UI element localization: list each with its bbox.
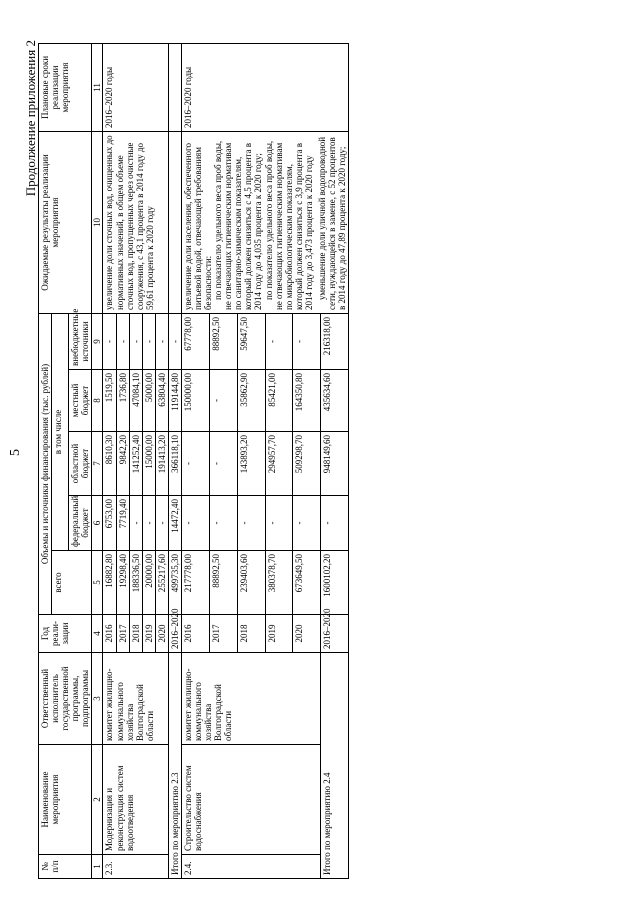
col-index: 1: [92, 855, 103, 879]
offbudget-cell: 59647,50: [237, 314, 265, 370]
offbudget-cell: -: [155, 314, 168, 370]
total-cell: 88892,50: [209, 551, 237, 615]
col-index: 2: [92, 745, 103, 855]
empty-cell: [168, 44, 181, 132]
total-cell: 188336,50: [129, 551, 142, 615]
financing-table: [38, 43, 349, 879]
col-index: 4: [92, 615, 103, 653]
header-executor: Ответственный исполнитель государственной программы, подпрограммы: [39, 653, 92, 745]
regional-cell: 948149,60: [321, 432, 349, 496]
offbudget-cell: 216318,00: [321, 314, 349, 370]
total-cell: 499735,30: [168, 551, 181, 615]
local-cell: 1519,50: [103, 370, 116, 432]
header-including: в том числе: [52, 314, 69, 551]
header-results: Ожидаемые результаты реализации мероприятия: [39, 132, 92, 314]
total-cell: 217778,00: [181, 551, 209, 615]
total-row: [168, 44, 181, 879]
federal-cell: -: [265, 496, 293, 551]
offbudget-cell: -: [129, 314, 142, 370]
total-label: Итого по мероприятию 2.3: [168, 653, 181, 879]
regional-cell: 143893,20: [237, 432, 265, 496]
col-index: 11: [92, 44, 103, 132]
header-num: № п/п: [39, 855, 92, 879]
col-index: 6: [92, 496, 103, 551]
table-row: [103, 44, 116, 879]
offbudget-cell: -: [103, 314, 116, 370]
offbudget-cell: 67778,00: [181, 314, 209, 370]
col-index: 7: [92, 432, 103, 496]
header-deadline: Плановые сроки реализации мероприятия: [39, 44, 92, 132]
local-cell: 150000,00: [181, 370, 209, 432]
regional-cell: 366118,10: [168, 432, 181, 496]
measure-result: увеличение доли сточных вод, очищенных до нормативных значений, в общем объеме сточных вод, пропущенных через очистные сооружения, с 43,1 процента в 2014 году до 59,61 процента к 2020 году: [103, 132, 168, 314]
measure-result: [181, 132, 348, 314]
regional-cell: 294957,70: [265, 432, 293, 496]
regional-cell: 191413,20: [155, 432, 168, 496]
local-cell: 119144,80: [168, 370, 181, 432]
offbudget-cell: 88892,50: [209, 314, 237, 370]
federal-cell: -: [237, 496, 265, 551]
total-label: Итого по мероприятию 2.4: [321, 653, 349, 879]
regional-cell: 8610,30: [103, 432, 116, 496]
local-cell: 63804,40: [155, 370, 168, 432]
header-financing: Объемы и источники финансирования (тыс. рублей): [39, 314, 52, 615]
regional-cell: 15000,00: [142, 432, 155, 496]
year-cell: 2016: [181, 615, 209, 653]
result-text: увеличение доли населения, обеспеченного питьевой водой, отвечающей требованиям безопасности:: [182, 143, 214, 310]
col-index: 5: [92, 551, 103, 615]
header-year: Год реали- зации: [39, 615, 92, 653]
regional-cell: -: [209, 432, 237, 496]
regional-cell: 9842,20: [116, 432, 129, 496]
measure-deadline: 2016–2020 годы: [181, 44, 348, 132]
regional-cell: 509298,70: [293, 432, 321, 496]
local-cell: 85421,00: [265, 370, 293, 432]
total-cell: 239403,60: [237, 551, 265, 615]
result-text: уменьшение доли уличной водопроводной сети, нуждающейся в замене, с 52 процентов в 2014 году до 47,89 процента к 2020 году;: [316, 136, 348, 310]
measure-executor: комитет жилищно-коммунального хозяйства Волгоградской области: [103, 653, 168, 745]
col-index: 3: [92, 653, 103, 745]
federal-cell: -: [181, 496, 209, 551]
measure-deadline: 2016–2020 годы: [103, 44, 168, 132]
offbudget-cell: -: [116, 314, 129, 370]
year-cell: 2018: [129, 615, 142, 653]
measure-executor: комитет жилищно-коммунального хозяйства Волгоградской области: [181, 653, 320, 745]
header-regional: областной бюджет: [69, 432, 92, 496]
continuation-title: Продолжение приложения 2: [23, 40, 38, 197]
federal-cell: 14472,40: [168, 496, 181, 551]
year-cell: 2017: [116, 615, 129, 653]
table-row: [181, 44, 209, 879]
total-cell: 673649,50: [293, 551, 321, 615]
total-years: 2016–2020: [168, 615, 181, 653]
year-cell: 2016: [103, 615, 116, 653]
header-federal: федеральный бюджет: [69, 496, 92, 551]
total-cell: 1600102,20: [321, 551, 349, 615]
year-cell: 2019: [265, 615, 293, 653]
offbudget-cell: -: [168, 314, 181, 370]
federal-cell: -: [155, 496, 168, 551]
federal-cell: 6753,00: [103, 496, 116, 551]
local-cell: 1736,80: [116, 370, 129, 432]
year-cell: 2019: [142, 615, 155, 653]
empty-cell: [168, 132, 181, 314]
offbudget-cell: -: [265, 314, 293, 370]
total-cell: 16882,80: [103, 551, 116, 615]
measure-number: 2.4.: [181, 855, 320, 879]
local-cell: 47084,10: [129, 370, 142, 432]
col-index: 10: [92, 132, 103, 314]
offbudget-cell: -: [142, 314, 155, 370]
federal-cell: -: [209, 496, 237, 551]
local-cell: 164350,80: [293, 370, 321, 432]
local-cell: -: [209, 370, 237, 432]
total-cell: 380378,70: [265, 551, 293, 615]
page-number: 5: [8, 449, 23, 456]
federal-cell: -: [321, 496, 349, 551]
year-cell: 2017: [209, 615, 237, 653]
header-offbudget: внебюджетные источники: [69, 314, 92, 370]
header-total: всего: [52, 551, 92, 615]
local-cell: 435634,60: [321, 370, 349, 432]
federal-cell: -: [142, 496, 155, 551]
measure-name: Модернизация и реконструкция систем водоотведения: [103, 745, 168, 855]
header-local: местный бюджет: [69, 370, 92, 432]
total-cell: 20000,00: [142, 551, 155, 615]
regional-cell: 141252,40: [129, 432, 142, 496]
result-text: по показателю удельного веса проб воды, не отвечающих гигиеническим нормативам по микробиологическим показателям, который должен снизиться с 3,9 процента в 2014 году до 3,473 процента к 2020 году: [263, 140, 314, 310]
total-cell: 19298,40: [116, 551, 129, 615]
year-cell: 2018: [237, 615, 265, 653]
federal-cell: -: [129, 496, 142, 551]
year-cell: 2020: [293, 615, 321, 653]
col-index: 9: [92, 314, 103, 370]
measure-name: Строительство систем водоснабжения: [181, 745, 320, 855]
local-cell: 5000,00: [142, 370, 155, 432]
measure-number: 2.3.: [103, 855, 168, 879]
local-cell: 35862,90: [237, 370, 265, 432]
total-cell: 255217,60: [155, 551, 168, 615]
total-years: 2016–2020: [321, 615, 349, 653]
federal-cell: 7719,40: [116, 496, 129, 551]
col-index: 8: [92, 370, 103, 432]
offbudget-cell: -: [293, 314, 321, 370]
column-index-row: [92, 44, 103, 879]
regional-cell: -: [181, 432, 209, 496]
result-text: по показателю удельного веса проб воды, не отвечающих гигиеническим нормативам по санитарно-химическим показателям, который должен снизиться с 4,5 процента в 2014 году до 4,035 процента к 2020 году;: [213, 140, 264, 310]
year-cell: 2020: [155, 615, 168, 653]
federal-cell: -: [293, 496, 321, 551]
header-name: Наименование мероприятия: [39, 745, 92, 855]
